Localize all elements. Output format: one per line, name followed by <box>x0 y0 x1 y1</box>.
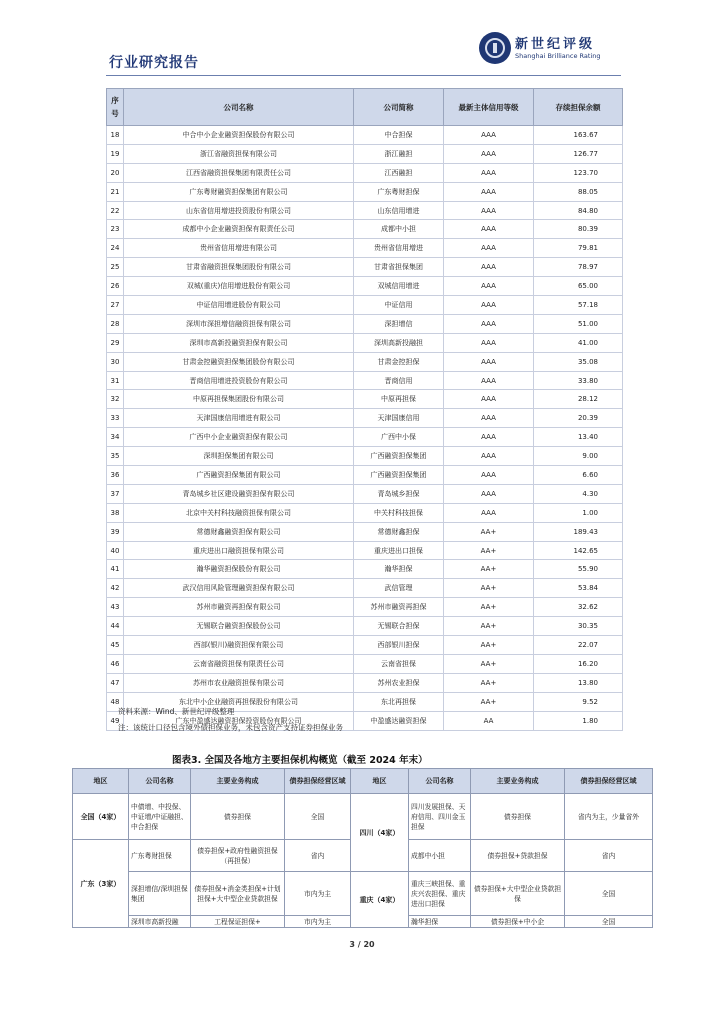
credit-rating: AAA <box>444 466 534 485</box>
logo-english-name: Shanghai Brilliance Rating <box>515 52 601 60</box>
credit-rating: AAA <box>444 371 534 390</box>
guarantee-balance: 65.00 <box>534 277 623 296</box>
table-row <box>107 201 623 220</box>
guarantee-balance: 88.05 <box>534 182 623 201</box>
credit-rating: AAA <box>444 163 534 182</box>
company-name: 成都中小企业融资担保有限责任公司 <box>124 220 354 239</box>
table-row <box>107 560 623 579</box>
credit-rating: AAA <box>444 220 534 239</box>
scope-note: 注：该统计口径包含境外债担保业务，未包含资产支持证券担保业务 <box>118 723 343 732</box>
credit-rating: AAA <box>444 333 534 352</box>
guarantee-balance: 16.20 <box>534 654 623 673</box>
company-short-name: 瀚华担保 <box>354 560 444 579</box>
company-name: 广西中小企业融资担保有限公司 <box>124 428 354 447</box>
table-row <box>107 522 623 541</box>
company-short-name: 深担增信 <box>354 314 444 333</box>
credit-rating: AAA <box>444 428 534 447</box>
ov-header-business-left: 主要业务构成 <box>191 769 285 794</box>
header-company-name: 公司名称 <box>124 89 354 126</box>
company-short-name: 深圳高新投融担 <box>354 333 444 352</box>
company-name: 深圳市深担增信融资担保有限公司 <box>124 314 354 333</box>
table-row <box>107 314 623 333</box>
guarantee-balance: 163.67 <box>534 126 623 145</box>
company-cell: 深圳市高新投融 <box>129 916 191 928</box>
company-short-name: 广东粤财担保 <box>354 182 444 201</box>
company-name: 广东中盈盛达融资担保投资股份有限公司 <box>124 711 354 730</box>
company-name: 贵州省信用增进有限公司 <box>124 239 354 258</box>
business-cell: 债券担保+消金类担保+计划担保+大中型企业贷款担保 <box>191 872 285 916</box>
table-row <box>107 220 623 239</box>
credit-rating: AAA <box>444 144 534 163</box>
company-short-name: 浙江融担 <box>354 144 444 163</box>
guarantee-balance: 189.43 <box>534 522 623 541</box>
row-index: 44 <box>107 617 124 636</box>
credit-rating: AAA <box>444 296 534 315</box>
region-sichuan: 四川（4家） <box>351 794 409 872</box>
company-cell: 成都中小担 <box>409 840 471 872</box>
row-index: 43 <box>107 598 124 617</box>
row-index: 23 <box>107 220 124 239</box>
guarantee-balance: 53.84 <box>534 579 623 598</box>
row-index: 40 <box>107 541 124 560</box>
row-index: 26 <box>107 277 124 296</box>
ov-header-area-right: 债券担保经营区域 <box>565 769 653 794</box>
guarantee-balance: 9.52 <box>534 692 623 711</box>
company-short-name: 武信管理 <box>354 579 444 598</box>
row-index: 46 <box>107 654 124 673</box>
credit-rating: AA+ <box>444 579 534 598</box>
table-row <box>107 126 623 145</box>
company-short-name: 重庆进出口担保 <box>354 541 444 560</box>
guarantee-balance: 57.18 <box>534 296 623 315</box>
credit-rating: AAA <box>444 182 534 201</box>
table-row <box>107 352 623 371</box>
row-index: 35 <box>107 447 124 466</box>
ov-header-region-right: 地区 <box>351 769 409 794</box>
guarantee-balance: 80.39 <box>534 220 623 239</box>
row-index: 39 <box>107 522 124 541</box>
area-cell: 市内为主 <box>285 916 351 928</box>
company-name: 广东粤财融资担保集团有限公司 <box>124 182 354 201</box>
company-name: 苏州市融资再担保有限公司 <box>124 598 354 617</box>
table-header-row <box>107 89 623 126</box>
company-name: 天津国康信用增进有限公司 <box>124 409 354 428</box>
table-row <box>107 466 623 485</box>
credit-rating: AAA <box>444 201 534 220</box>
area-cell: 全国 <box>285 794 351 840</box>
company-cell: 瀚华担保 <box>409 916 471 928</box>
credit-rating: AA+ <box>444 673 534 692</box>
area-cell: 市内为主 <box>285 872 351 916</box>
page-number: 3 / 20 <box>349 940 375 949</box>
guarantor-overview-table <box>72 768 653 928</box>
company-short-name: 贵州省信用增进 <box>354 239 444 258</box>
row-index: 33 <box>107 409 124 428</box>
company-name: 云南省融资担保有限责任公司 <box>124 654 354 673</box>
company-short-name: 苏州市融资再担保 <box>354 598 444 617</box>
ov-header-company-right: 公司名称 <box>409 769 471 794</box>
company-short-name: 广西融资担保集团 <box>354 447 444 466</box>
guarantee-balance: 33.80 <box>534 371 623 390</box>
guarantee-balance: 22.07 <box>534 636 623 655</box>
business-cell: 债券担保 <box>471 794 565 840</box>
table-row <box>107 579 623 598</box>
company-short-name: 江西融担 <box>354 163 444 182</box>
company-cell: 中债增、中投保、中证增/中证融担、中合担保 <box>129 794 191 840</box>
area-cell: 省内 <box>565 840 653 872</box>
company-short-name: 中盈盛达融资担保 <box>354 711 444 730</box>
header-index: 序号 <box>107 89 124 126</box>
header-credit-rating: 最新主体信用等级 <box>444 89 534 126</box>
company-short-name: 成都中小担 <box>354 220 444 239</box>
guarantee-balance: 13.40 <box>534 428 623 447</box>
company-short-name: 中关村科技担保 <box>354 503 444 522</box>
area-cell: 省内 <box>285 840 351 872</box>
company-short-name: 广西中小保 <box>354 428 444 447</box>
company-short-name: 西部银川担保 <box>354 636 444 655</box>
table-row <box>107 371 623 390</box>
company-short-name: 山东信用增进 <box>354 201 444 220</box>
row-index: 32 <box>107 390 124 409</box>
row-index: 38 <box>107 503 124 522</box>
company-cell: 四川发展担保、天府信用、四川金玉担保 <box>409 794 471 840</box>
row-index: 21 <box>107 182 124 201</box>
header-guarantee-balance: 存续担保余额 <box>534 89 623 126</box>
company-name: 双城(重庆)信用增进股份有限公司 <box>124 277 354 296</box>
company-name: 东北中小企业融资再担保股份有限公司 <box>124 692 354 711</box>
credit-rating: AAA <box>444 352 534 371</box>
guarantee-balance: 13.80 <box>534 673 623 692</box>
company-name: 青岛城乡社区建设融资担保有限公司 <box>124 484 354 503</box>
guarantee-balance: 79.81 <box>534 239 623 258</box>
row-index: 45 <box>107 636 124 655</box>
table-notes <box>118 704 343 736</box>
region-chongqing: 重庆（4家） <box>351 872 409 928</box>
company-short-name: 东北再担保 <box>354 692 444 711</box>
logo-chinese-name: 新世纪评级 <box>515 37 596 52</box>
company-name: 广西融资担保集团有限公司 <box>124 466 354 485</box>
row-index: 30 <box>107 352 124 371</box>
table-row <box>107 163 623 182</box>
company-short-name: 青岛城乡担保 <box>354 484 444 503</box>
company-cell: 深担增信/深圳担保集团 <box>129 872 191 916</box>
area-cell: 全国 <box>565 916 653 928</box>
company-name: 中证信用增进股份有限公司 <box>124 296 354 315</box>
credit-rating: AAA <box>444 314 534 333</box>
ov-header-region-left: 地区 <box>73 769 129 794</box>
overview-header-row <box>73 769 653 794</box>
guarantee-balance: 28.12 <box>534 390 623 409</box>
table-row <box>107 447 623 466</box>
company-short-name: 甘肃金控担保 <box>354 352 444 371</box>
area-cell: 全国 <box>565 872 653 916</box>
company-name: 江西省融资担保集团有限责任公司 <box>124 163 354 182</box>
guarantee-balance: 20.39 <box>534 409 623 428</box>
logo-emblem-icon <box>479 32 511 64</box>
company-short-name: 甘肃省担保集团 <box>354 258 444 277</box>
row-index: 24 <box>107 239 124 258</box>
source-note: 资料来源：Wind、新世纪评级整理 <box>118 707 235 716</box>
company-short-name: 中原再担保 <box>354 390 444 409</box>
table-row <box>107 598 623 617</box>
company-name: 晋商信用增进投资股份有限公司 <box>124 371 354 390</box>
row-index: 49 <box>107 711 124 730</box>
region-national: 全国（4家） <box>73 794 129 840</box>
credit-rating: AAA <box>444 277 534 296</box>
guarantee-balance-table <box>106 88 623 731</box>
company-name: 深圳担保集团有限公司 <box>124 447 354 466</box>
company-cell: 广东粤财担保 <box>129 840 191 872</box>
credit-rating: AA+ <box>444 636 534 655</box>
company-short-name: 云南省担保 <box>354 654 444 673</box>
table-row <box>107 333 623 352</box>
company-short-name: 苏州农业担保 <box>354 673 444 692</box>
company-short-name: 常德财鑫担保 <box>354 522 444 541</box>
company-name: 重庆进出口融资担保有限公司 <box>124 541 354 560</box>
row-index: 34 <box>107 428 124 447</box>
row-index: 27 <box>107 296 124 315</box>
company-name: 中合中小企业融资担保股份有限公司 <box>124 126 354 145</box>
row-index: 42 <box>107 579 124 598</box>
row-index: 20 <box>107 163 124 182</box>
credit-rating: AA+ <box>444 598 534 617</box>
credit-rating: AAA <box>444 390 534 409</box>
credit-rating: AAA <box>444 239 534 258</box>
region-guangdong: 广东（3家） <box>73 840 129 928</box>
row-index: 37 <box>107 484 124 503</box>
table-row <box>107 673 623 692</box>
table-row <box>107 484 623 503</box>
guarantee-balance: 84.80 <box>534 201 623 220</box>
company-name: 西部(银川)融资担保有限公司 <box>124 636 354 655</box>
ov-header-company-left: 公司名称 <box>129 769 191 794</box>
report-category-title: 行业研究报告 <box>109 55 199 71</box>
business-cell: 债券担保+政府性融资担保（再担保） <box>191 840 285 872</box>
guarantee-balance: 1.80 <box>534 711 623 730</box>
table-row <box>107 409 623 428</box>
guarantee-balance: 30.35 <box>534 617 623 636</box>
company-short-name: 广西融资担保集团 <box>354 466 444 485</box>
company-name: 瀚华融资担保股份有限公司 <box>124 560 354 579</box>
credit-rating: AAA <box>444 258 534 277</box>
table-row <box>107 277 623 296</box>
overview-row <box>73 872 653 916</box>
company-name: 苏州市农业融资担保有限公司 <box>124 673 354 692</box>
guarantee-balance: 4.30 <box>534 484 623 503</box>
guarantee-balance: 41.00 <box>534 333 623 352</box>
guarantee-balance: 1.00 <box>534 503 623 522</box>
credit-rating: AA <box>444 711 534 730</box>
guarantee-balance: 51.00 <box>534 314 623 333</box>
figure-title: 图表3. 全国及各地方主要担保机构概览（截至 2024 年末） <box>172 755 428 766</box>
row-index: 25 <box>107 258 124 277</box>
business-cell: 债券担保 <box>191 794 285 840</box>
row-index: 28 <box>107 314 124 333</box>
company-short-name: 无锡联合担保 <box>354 617 444 636</box>
company-name: 甘肃金控融资担保集团股份有限公司 <box>124 352 354 371</box>
area-cell: 省内为主，少量省外 <box>565 794 653 840</box>
company-cell: 重庆三峡担保、重庆兴农担保、重庆进出口担保 <box>409 872 471 916</box>
company-name: 甘肃省融资担保集团股份有限公司 <box>124 258 354 277</box>
company-name: 无锡联合融资担保股份公司 <box>124 617 354 636</box>
company-name: 深圳市高新投融资担保有限公司 <box>124 333 354 352</box>
row-index: 22 <box>107 201 124 220</box>
credit-rating: AA+ <box>444 692 534 711</box>
row-index: 36 <box>107 466 124 485</box>
company-name: 武汉信用风险管理融资担保有限公司 <box>124 579 354 598</box>
table-row <box>107 636 623 655</box>
business-cell: 债券担保+贷款担保 <box>471 840 565 872</box>
company-name: 常德财鑫融资担保有限公司 <box>124 522 354 541</box>
header-short-name: 公司简称 <box>354 89 444 126</box>
row-index: 18 <box>107 126 124 145</box>
business-cell: 工程保证担保+ <box>191 916 285 928</box>
credit-rating: AAA <box>444 126 534 145</box>
row-index: 31 <box>107 371 124 390</box>
table-row <box>107 654 623 673</box>
row-index: 19 <box>107 144 124 163</box>
guarantee-balance: 32.62 <box>534 598 623 617</box>
table-body <box>107 126 623 731</box>
credit-rating: AAA <box>444 447 534 466</box>
table-row <box>107 503 623 522</box>
row-index: 47 <box>107 673 124 692</box>
business-cell: 债券担保+大中型企业贷款担保 <box>471 872 565 916</box>
ov-header-business-right: 主要业务构成 <box>471 769 565 794</box>
company-name: 中原再担保集团股份有限公司 <box>124 390 354 409</box>
guarantee-balance: 9.00 <box>534 447 623 466</box>
company-short-name: 双城信用增进 <box>354 277 444 296</box>
table-row <box>107 258 623 277</box>
header-divider <box>106 75 621 76</box>
company-short-name: 中证信用 <box>354 296 444 315</box>
guarantee-balance: 35.08 <box>534 352 623 371</box>
table-row <box>107 296 623 315</box>
table-row <box>107 541 623 560</box>
credit-rating: AA+ <box>444 617 534 636</box>
table-row <box>107 390 623 409</box>
overview-row <box>73 794 653 840</box>
company-logo <box>479 32 629 68</box>
credit-rating: AA+ <box>444 560 534 579</box>
guarantee-balance: 142.65 <box>534 541 623 560</box>
company-name: 浙江省融资担保有限公司 <box>124 144 354 163</box>
credit-rating: AAA <box>444 484 534 503</box>
business-cell: 债券担保+中小企 <box>471 916 565 928</box>
guarantee-balance: 55.90 <box>534 560 623 579</box>
guarantee-balance: 78.97 <box>534 258 623 277</box>
company-name: 山东省信用增进投资股份有限公司 <box>124 201 354 220</box>
company-short-name: 天津国康信用 <box>354 409 444 428</box>
table-row <box>107 428 623 447</box>
guarantee-balance: 6.60 <box>534 466 623 485</box>
credit-rating: AA+ <box>444 654 534 673</box>
table-row <box>107 239 623 258</box>
guarantee-balance: 123.70 <box>534 163 623 182</box>
company-short-name: 晋商信用 <box>354 371 444 390</box>
table-row <box>107 182 623 201</box>
row-index: 41 <box>107 560 124 579</box>
credit-rating: AA+ <box>444 541 534 560</box>
guarantee-balance: 126.77 <box>534 144 623 163</box>
table-row <box>107 617 623 636</box>
credit-rating: AAA <box>444 503 534 522</box>
company-short-name: 中合担保 <box>354 126 444 145</box>
credit-rating: AA+ <box>444 522 534 541</box>
table-row <box>107 144 623 163</box>
ov-header-area-left: 债券担保经营区域 <box>285 769 351 794</box>
row-index: 48 <box>107 692 124 711</box>
company-name: 北京中关村科技融资担保有限公司 <box>124 503 354 522</box>
row-index: 29 <box>107 333 124 352</box>
credit-rating: AAA <box>444 409 534 428</box>
